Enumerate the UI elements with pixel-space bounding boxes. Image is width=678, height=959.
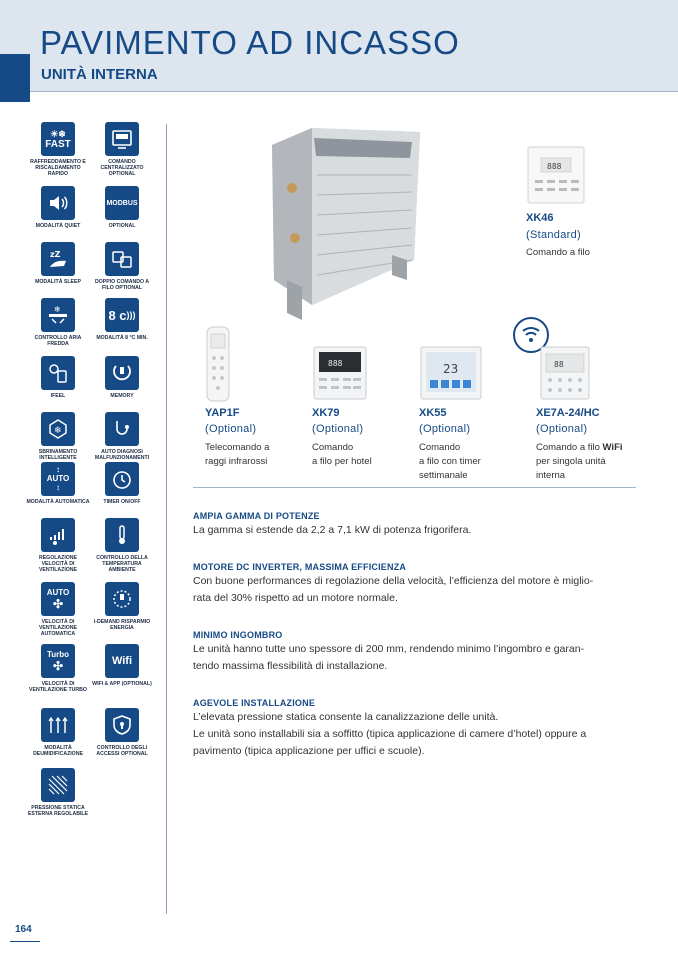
timer-icon [105,462,139,496]
remote-xk79-tag: (Optional) [312,423,364,435]
remote-xk79-name: XK79 [312,407,340,419]
auto-fan-icon: AUTO ✣ [41,582,75,616]
remote-xk55-tag: (Optional) [419,423,471,435]
svg-text:❄: ❄ [54,305,61,314]
header-accent-bar [0,54,30,102]
speaker-icon [41,186,75,220]
feature-dual-control: DOPPIO COMANDO A FILO OPTIONAL [90,242,154,291]
section-text-installation: L’elevata pressione statica consente la canalizzazione delle unità. Le unità sono installabili sia a soffitto (tipica applicazione di camere d’hotel) oppure a pavimento (tipica applicazione per uffici e scuole). [193,711,587,757]
feature-8c: 8 c ))) MODALITÀ 8 °C MIN. [90,298,154,341]
remote-xe7a-name: XE7A-24/HC [536,407,600,419]
section-text-size: Le unità hanno tutte uno spessore di 200 mm, rendendo minimo l’ingombro e garan- tendo massima flessibilità di installazione. [193,643,585,672]
cold-air-icon [41,298,75,332]
thermometer-icon [105,518,139,552]
feature-memory: MEMORY [90,356,154,399]
turbo-icon: Turbo ✣ [41,644,75,678]
svg-text:888: 888 [328,359,343,368]
fast-icon: ☀❄ FAST [41,122,75,156]
diagnosis-icon [105,412,139,446]
remote-yap1f-tag: (Optional) [205,423,257,435]
feature-sleep: zZ MODALITÀ SLEEP [26,242,90,285]
feature-defrost: ❄ SBRINAMENTO INTELLIGENTE [26,412,90,461]
feature-quiet: MODALITÀ QUIET [26,186,90,229]
feature-dehumidify: MODALITÀ DEUMIDIFICAZIONE [26,708,90,757]
remote-xk46-desc: Comando a filo [526,247,590,258]
remote-xe7a-image [540,346,590,405]
remote-xk79-desc: Comando a filo per hotel [312,442,372,467]
feature-modbus: MODBUS OPTIONAL [90,186,154,229]
idemand-icon [105,582,139,616]
remote-xk55-desc: Comando a filo con timer settimanale [419,442,481,481]
page-title: PAVIMENTO AD INCASSO [40,24,460,61]
page-subtitle: UNITÀ INTERNA [41,66,158,83]
feature-timer: TIMER ON/OFF [90,462,154,505]
remote-xk46-name: XK46 [526,212,554,224]
fan-speed-icon [41,518,75,552]
svg-text:88: 88 [554,360,564,369]
feature-auto-mode: ↕ AUTO ↕ MODALITÀ AUTOMATICA [26,462,90,505]
header-divider [30,91,678,92]
static-pressure-icon [41,768,75,802]
feature-auto-diagnosis: AUTO DIAGNOSI MALFUNZIONAMENTI [90,412,154,461]
remote-yap1f-image [206,326,230,407]
remote-xe7a-desc: Comando a filo WiFi per singola unità interna [536,442,623,481]
wifi-icon: Wifi [105,644,139,678]
section-text-motor: Con buone performances di regolazione della velocità, l’efficienza del motore è miglio- rata del 30% rispetto ad un motore normale. [193,575,594,604]
feature-fast: ☀❄ FAST RAFFREDDAMENTO E RISCALDAMENTO RAPIDO [26,122,90,177]
page-number: 164 [15,924,32,935]
feature-fan-speed: REGOLAZIONE VELOCITÀ DI VENTILAZIONE [26,518,90,573]
column-divider [166,124,167,914]
page-number-underline [10,941,40,942]
svg-text:❄: ❄ [54,426,62,436]
indoor-unit-image [262,120,432,320]
section-title-motor: MOTORE DC INVERTER, MASSIMA EFFICIENZA [193,562,407,572]
feature-cold-air: ❄ CONTROLLO ARIA FREDDA [26,298,90,347]
remote-xk55-screen-temp: 23 [443,362,459,376]
feature-wifi: Wifi WIFI & APP (OPTIONAL) [90,644,154,687]
dehumidify-icon [41,708,75,742]
svg-text:zZ: zZ [50,250,61,259]
section-title-size: MINIMO INGOMBRO [193,630,283,640]
remote-xk55-name: XK55 [419,407,447,419]
sleep-icon [41,242,75,276]
remote-xk46-tag: (Standard) [526,229,581,241]
defrost-icon [41,412,75,446]
feature-idemand: I-DEMAND RISPARMIO ENERGIA [90,582,154,631]
feature-turbo: Turbo ✣ VELOCITÀ DI VENTILAZIONE TURBO [26,644,90,693]
remote-yap1f-name: YAP1F [205,407,240,419]
central-controller-icon [105,122,139,156]
feature-temp-control: CONTROLLO DELLA TEMPERATURA AMBIENTE [90,518,154,573]
section-title-installation: AGEVOLE INSTALLAZIONE [193,698,316,708]
ifeel-icon [41,356,75,390]
eight-degree-icon: 8 c ))) [105,298,139,332]
remotes-divider [193,487,636,488]
feature-access-control: CONTROLLO DEGLI ACCESSI OPTIONAL [90,708,154,757]
shield-icon [105,708,139,742]
feature-auto-fan: AUTO ✣ VELOCITÀ DI VENTILAZIONE AUTOMATICA [26,582,90,637]
feature-ifeel: IFEEL [26,356,90,399]
remote-yap1f-desc: Telecomando a raggi infrarossi [205,442,270,467]
section-title-range: AMPIA GAMMA DI POTENZE [193,511,320,521]
svg-text:888: 888 [547,162,562,171]
remote-xk46-image [527,146,585,209]
remote-xk79-image [313,346,367,405]
modbus-icon: MODBUS [105,186,139,220]
feature-central-control: COMANDO CENTRALIZZATO OPTIONAL [90,122,154,177]
auto-mode-icon: ↕ AUTO ↕ [41,462,75,496]
feature-static-pressure: PRESSIONE STATICA ESTERNA REGOLABILE [26,768,90,817]
dual-controller-icon [105,242,139,276]
section-text-range: La gamma si estende da 2,2 a 7,1 kW di potenza frigorifera. [193,524,472,536]
remote-xe7a-tag: (Optional) [536,423,588,435]
memory-plug-icon [105,356,139,390]
